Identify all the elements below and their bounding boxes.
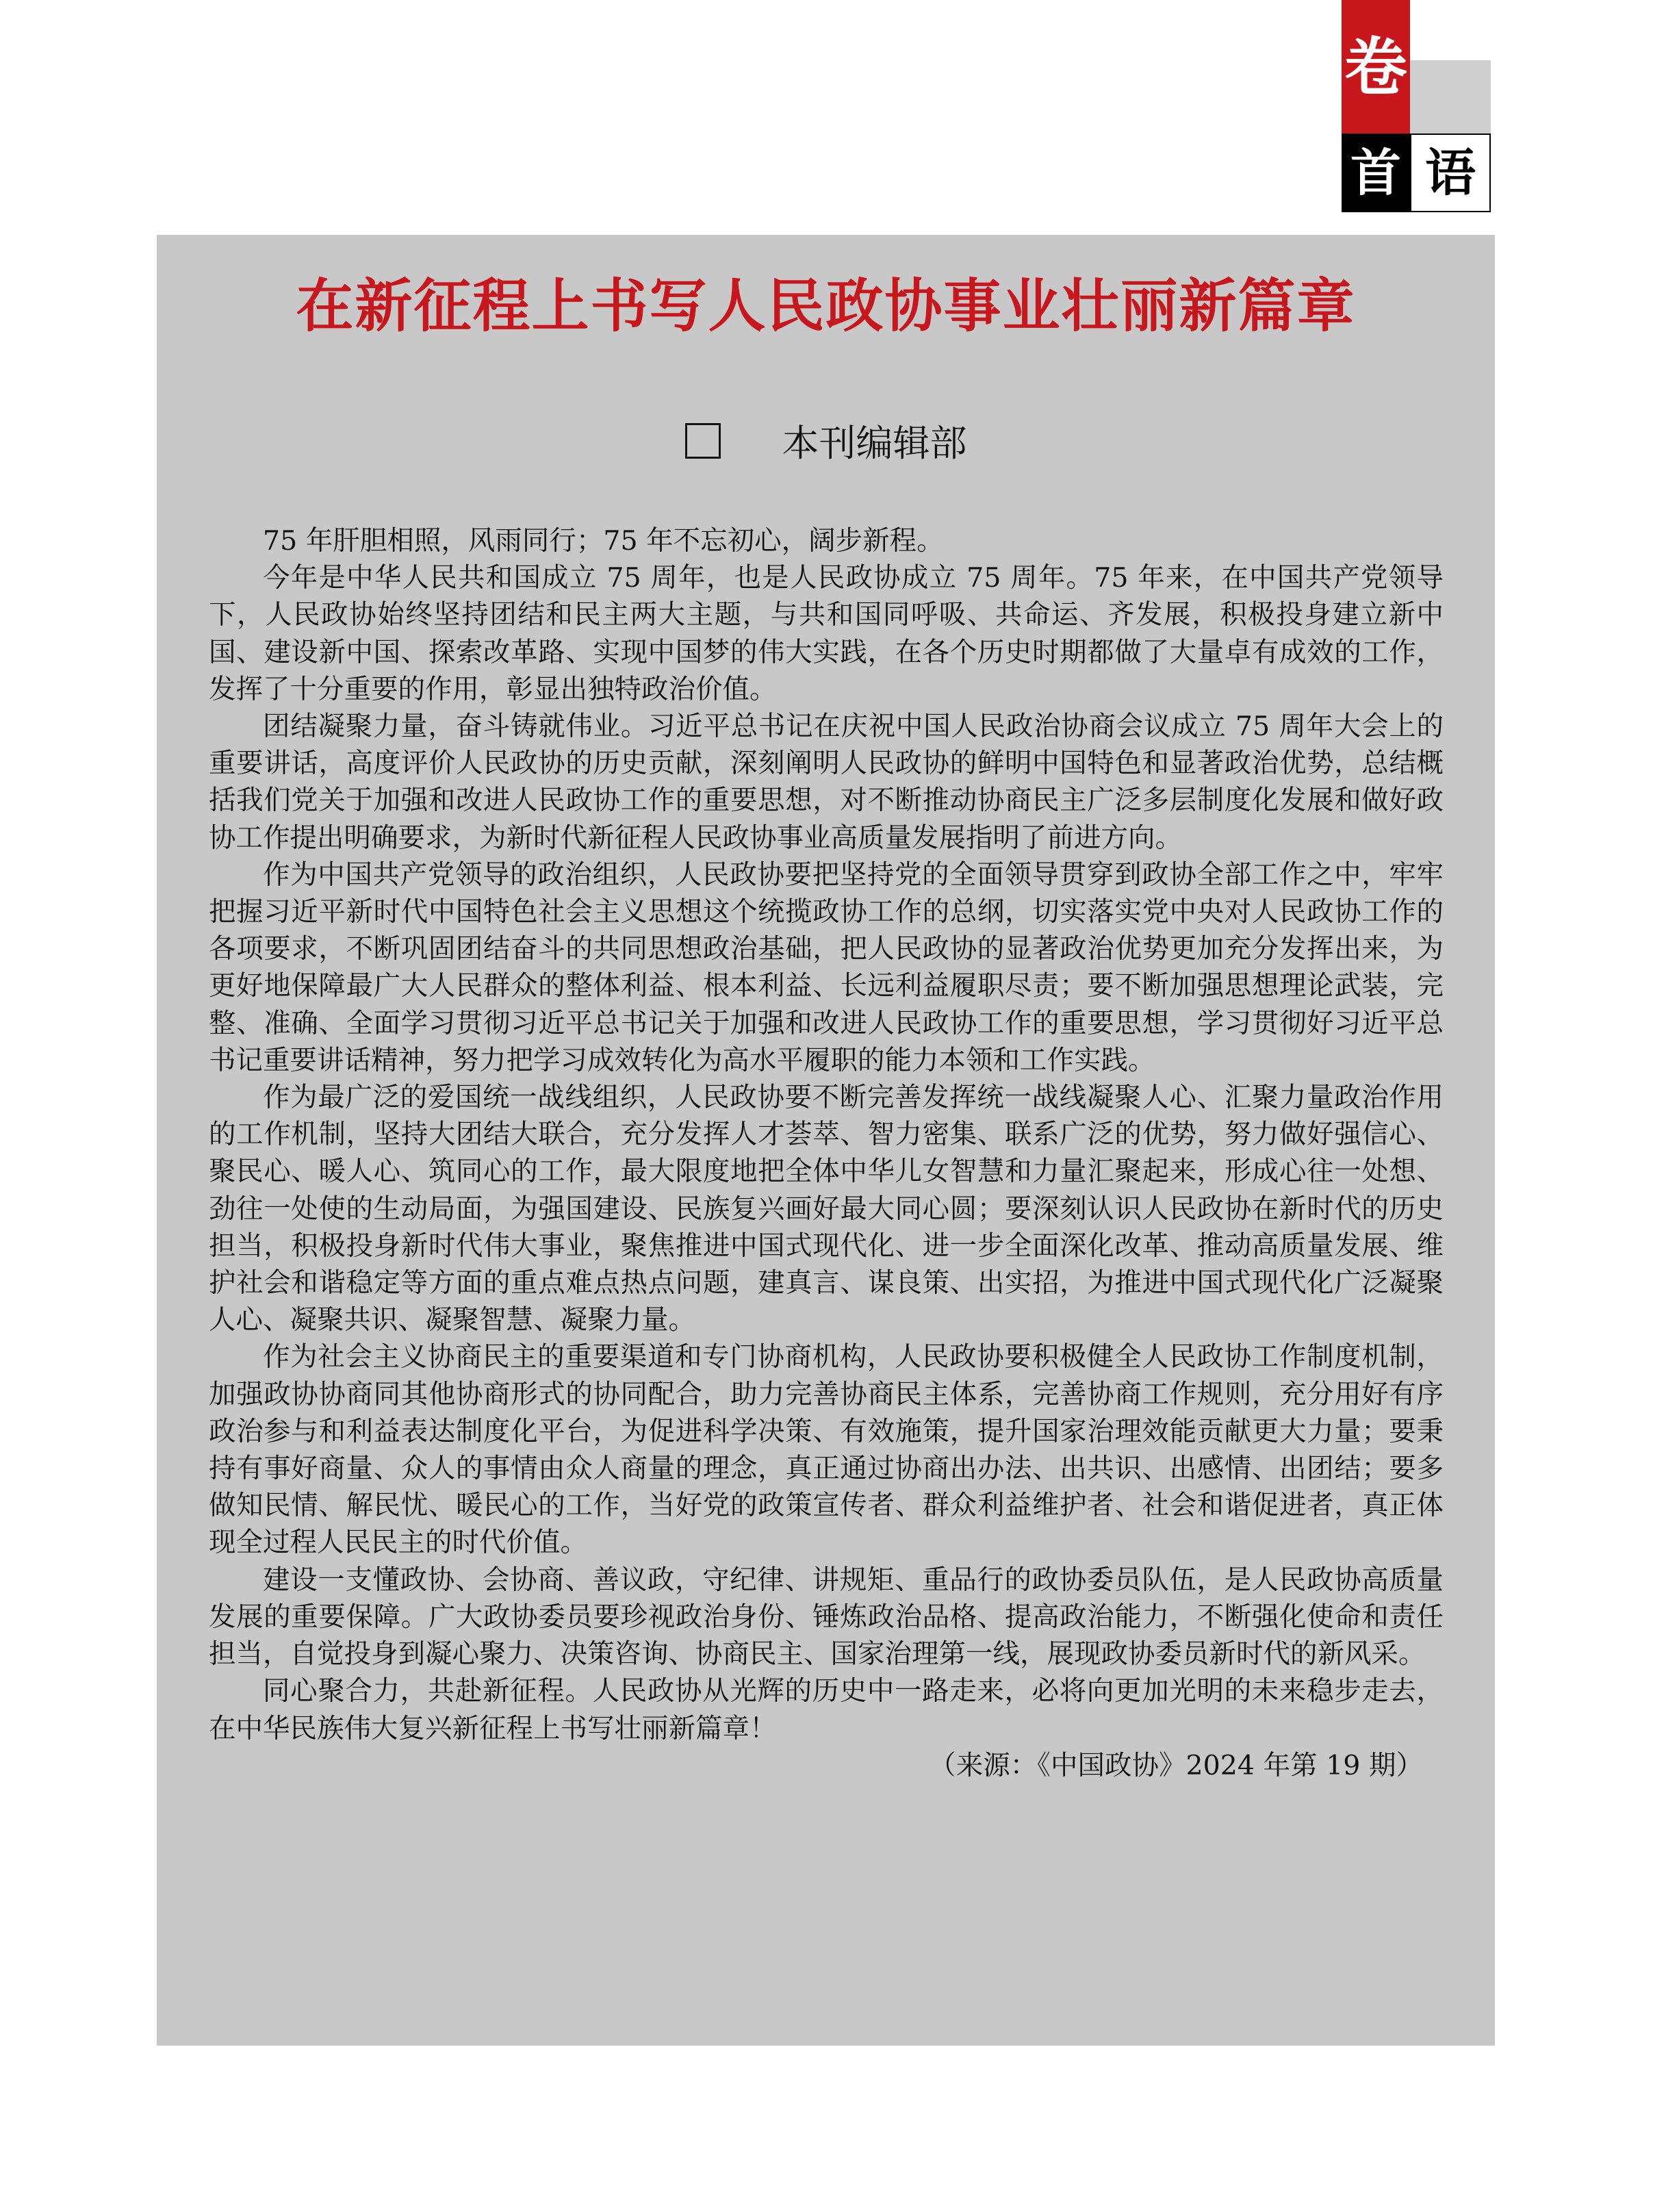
paragraph: 团结凝聚力量，奋斗铸就伟业。习近平总书记在庆祝中国人民政治协商会议成立 75 周年大会上的重要讲话，高度评价人民政协的历史贡献，深刻阐明人民政协的鲜明中国特色和显著政治优势，总结概括我们党关于加强和改进人民政协工作的重要思想，对不断推动协商民主广泛多层制度化发展和做好政协工作提出明确要求，为新时代新征程人民政协事业高质量发展指明了前进方向。 xyxy=(209,711,1444,854)
column-badge-char-1: 卷 xyxy=(1342,0,1410,134)
square-bullet-icon xyxy=(685,423,721,459)
article-title: 在新征程上书写人民政协事业壮丽新篇章 xyxy=(296,272,1356,340)
paragraph: 同心聚合力，共赴新征程。人民政协从光辉的历史中一路走来，必将向更加光明的未来稳步走去，在中华民族伟大复兴新征程上书写壮丽新篇章！ xyxy=(209,1675,1444,1744)
paragraph: 作为社会主义协商民主的重要渠道和专门协商机构，人民政协要积极健全人民政协工作制度机制，加强政协协商同其他协商形式的协同配合，助力完善协商民主体系，完善协商工作规则，充分用好有序政治参与和利益表达制度化平台，为促进科学决策、有效施策，提升国家治理效能贡献更大力量；要秉持有事好商量、众人的事情由众人商量的理念，真正通过协商出办法、出共识、出感情、出团结；要多做知民情、解民忧、暖民心的工作，当好党的政策宣传者、群众利益维护者、社会和谐促进者，真正体现全过程人民民主的时代价值。 xyxy=(209,1341,1444,1559)
article-author: 本刊编辑部 xyxy=(782,422,967,465)
paragraph: 75 年肝胆相照，风雨同行；75 年不忘初心，阔步新程。 xyxy=(263,525,944,557)
paragraph: 作为最广泛的爱国统一战线组织，人民政协要不断完善发挥统一战线凝聚人心、汇聚力量政治作用的工作机制，坚持大团结大联合，充分发挥人才荟萃、智力密集、联系广泛的优势，努力做好强信心、聚民心、暖人心、筑同心的工作，最大限度地把全体中华儿女智慧和力量汇聚起来，形成心往一处想、劲往一处使的生动局面，为强国建设、民族复兴画好最大同心圆；要深刻认识人民政协在新时代的历史担当，积极投身新时代伟大事业，聚焦推进中国式现代化、进一步全面深化改革、推动高质量发展、维护社会和谐稳定等方面的重点难点热点问题，建真言、谋良策、出实招，为推进中国式现代化广泛凝聚人心、凝聚共识、凝聚智慧、凝聚力量。 xyxy=(209,1082,1444,1336)
article-source: （来源：《中国政协》2024 年第 19 期） xyxy=(929,1749,1423,1781)
article-panel xyxy=(157,235,1495,2046)
column-badge-char-2: 首 xyxy=(1342,134,1410,212)
article-body xyxy=(209,522,1444,1784)
column-badge-grey-block xyxy=(1410,60,1491,134)
article-byline xyxy=(157,414,1495,467)
paragraph: 作为中国共产党领导的政治组织，人民政协要把坚持党的全面领导贯穿到政协全部工作之中，牢牢把握习近平新时代中国特色社会主义思想这个统揽政协工作的总纲，切实落实党中央对人民政协工作的各项要求，不断巩固团结奋斗的共同思想政治基础，把人民政协的显著政治优势更加充分发挥出来，为更好地保障最广大人民群众的整体利益、根本利益、长远利益履职尽责；要不断加强思想理论武装，完整、准确、全面学习贯彻习近平总书记关于加强和改进人民政协工作的重要思想，学习贯彻好习近平总书记重要讲话精神，努力把学习成效转化为高水平履职的能力本领和工作实践。 xyxy=(209,859,1444,1076)
column-badge-char-3: 语 xyxy=(1410,134,1491,212)
paragraph: 建设一支懂政协、会协商、善议政，守纪律、讲规矩、重品行的政协委员队伍，是人民政协高质量发展的重要保障。广大政协委员要珍视政治身份、锤炼政治品格、提高政治能力，不断强化使命和责任担当，自觉投身到凝心聚力、决策咨询、协商民主、国家治理第一线，展现政协委员新时代的新风采。 xyxy=(209,1564,1444,1670)
paragraph: 今年是中华人民共和国成立 75 周年，也是人民政协成立 75 周年。75 年来，在中国共产党领导下，人民政协始终坚持团结和民主两大主题，与共和国同呼吸、共命运、齐发展，积极投身建立新中国、建设新中国、探索改革路、实现中国梦的伟大实践，在各个历史时期都做了大量卓有成效的工作，发挥了十分重要的作用，彰显出独特政治价值。 xyxy=(209,562,1444,705)
